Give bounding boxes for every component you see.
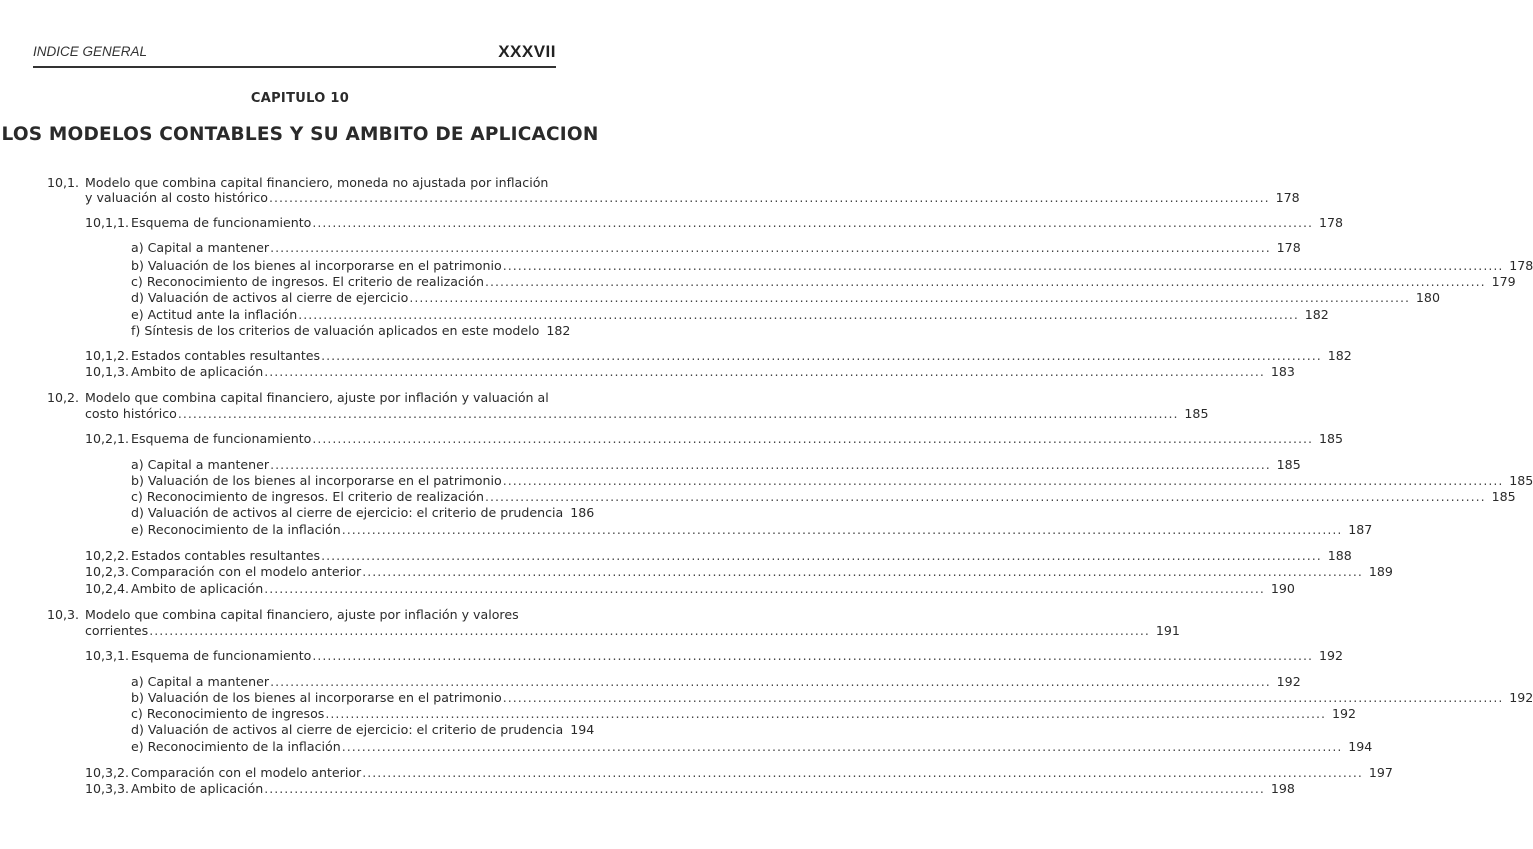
entry-number: 10,3,1. <box>85 648 130 663</box>
chapter-title: LOS MODELOS CONTABLES Y SU AMBITO DE APLICACION <box>1 124 599 145</box>
dot-leader: ........................................................................................................................................................................................................ <box>325 706 1326 721</box>
entry-text: Comparación con el modelo anterior <box>131 765 362 780</box>
dot-leader: ........................................................................................................................................................................................................ <box>362 765 1363 780</box>
dot-leader: ........................................................................................................................................................................................................ <box>409 290 1410 305</box>
entry-number: 10,2. <box>47 390 80 405</box>
entry-text: b) Valuación de los bienes al incorporarse en el patrimonio <box>131 258 502 273</box>
header-rule <box>33 66 556 68</box>
entry-page-number: 182 <box>1327 348 1352 363</box>
dot-leader: ........................................................................................................................................................................................................ <box>298 307 1299 322</box>
entry-text: Estados contables resultantes <box>131 548 321 563</box>
toc-entry <box>131 505 595 521</box>
entry-page-number: 197 <box>1368 765 1393 780</box>
dot-leader: ........................................................................................................................................................................................................ <box>321 548 1322 563</box>
entry-text: Esquema de funcionamiento <box>131 648 312 663</box>
entry-page-number: 178 <box>1276 240 1301 255</box>
toc-entry <box>47 175 556 191</box>
entry-number: 10,1,1. <box>85 215 130 230</box>
entry-page-number: 185 <box>1491 489 1516 504</box>
dot-leader: ........................................................................................................................................................................................................ <box>502 258 1504 273</box>
toc-entry <box>131 307 1329 323</box>
entry-page-number: 185 <box>1509 473 1533 488</box>
toc-entry <box>85 564 1393 580</box>
entry-page-number: 182 <box>546 323 571 338</box>
dot-leader: ........................................................................................................................................................................................................ <box>270 457 1271 472</box>
entry-page-number: 185 <box>1276 457 1301 472</box>
entry-page-number: 188 <box>1327 548 1352 563</box>
toc-entry <box>131 473 1533 489</box>
entry-text: Estados contables resultantes <box>131 348 321 363</box>
entry-number: 10,2,3. <box>85 564 130 579</box>
toc-entry-continuation <box>85 623 1180 639</box>
entry-page-number: 178 <box>1318 215 1343 230</box>
entry-text: d) Valuación de activos al cierre de ejercicio: el criterio de prudencia <box>131 722 564 737</box>
dot-leader: ........................................................................................................................................................................................................ <box>270 240 1271 255</box>
toc-entry <box>85 581 1295 597</box>
entry-page-number: 194 <box>1348 739 1373 754</box>
toc-entry <box>131 457 1301 473</box>
dot-leader: ........................................................................................................................................................................................................ <box>264 581 1265 596</box>
entry-page-number: 192 <box>1509 690 1533 705</box>
entry-number: 10,3. <box>47 607 80 622</box>
entry-number: 10,1,3. <box>85 364 130 379</box>
dot-leader: ........................................................................................................................................................................................................ <box>264 781 1265 796</box>
page-number: XXXVII <box>498 42 556 61</box>
entry-text: Comparación con el modelo anterior <box>131 564 362 579</box>
section-title: INDICE GENERAL <box>33 44 148 59</box>
toc-entry <box>131 739 1373 755</box>
toc-entry <box>85 648 1343 664</box>
entry-text: Modelo que combina capital financiero, moneda no ajustada por inflación <box>85 175 549 190</box>
entry-page-number: 198 <box>1270 781 1295 796</box>
entry-text: a) Capital a mantener <box>131 457 270 472</box>
entry-number: 10,3,2. <box>85 765 130 780</box>
dot-leader: ........................................................................................................................................................................................................ <box>502 473 1504 488</box>
dot-leader: ........................................................................................................................................................................................................ <box>485 489 1486 504</box>
toc-entry <box>85 781 1295 797</box>
dot-leader: ........................................................................................................................................................................................................ <box>485 274 1486 289</box>
entry-text: d) Valuación de activos al cierre de ejercicio: el criterio de prudencia <box>131 505 564 520</box>
entry-page-number: 185 <box>1184 406 1209 421</box>
entry-text: c) Reconocimiento de ingresos <box>131 706 325 721</box>
entry-text: Esquema de funcionamiento <box>131 431 312 446</box>
dot-leader: ........................................................................................................................................................................................................ <box>502 690 1504 705</box>
entry-text: c) Reconocimiento de ingresos. El criterio de realización <box>131 489 485 504</box>
toc-entry <box>131 323 571 339</box>
dot-leader: ........................................................................................................................................................................................................ <box>341 522 1343 537</box>
toc-entry <box>47 390 556 406</box>
entry-text: Modelo que combina capital financiero, ajuste por inflación y valuación al <box>85 390 549 405</box>
entry-text-continued: corrientes <box>85 623 149 638</box>
toc-entry <box>47 607 556 623</box>
dot-leader: ........................................................................................................................................................................................................ <box>270 674 1271 689</box>
entry-page-number: 186 <box>570 505 595 520</box>
entry-page-number: 178 <box>1275 190 1300 205</box>
entry-page-number: 182 <box>1304 307 1329 322</box>
toc-entry <box>85 348 1352 364</box>
entry-text-continued: costo histórico <box>85 406 177 421</box>
entry-text: Ambito de aplicación <box>131 364 264 379</box>
entry-page-number: 179 <box>1491 274 1516 289</box>
entry-page-number: 194 <box>570 722 595 737</box>
entry-page-number: 192 <box>1276 674 1301 689</box>
entry-page-number: 189 <box>1368 564 1393 579</box>
toc-entry-continuation <box>85 190 1300 206</box>
toc-entry <box>85 548 1352 564</box>
entry-text: b) Valuación de los bienes al incorporarse en el patrimonio <box>131 690 502 705</box>
dot-leader: ........................................................................................................................................................................................................ <box>321 348 1322 363</box>
entry-text: d) Valuación de activos al cierre de ejercicio <box>131 290 409 305</box>
toc-entry <box>85 364 1295 380</box>
entry-text: e) Reconocimiento de la inflación <box>131 522 341 537</box>
entry-number: 10,2,4. <box>85 581 130 596</box>
entry-number: 10,2,1. <box>85 431 130 446</box>
dot-leader: ........................................................................................................................................................................................................ <box>312 215 1313 230</box>
toc-entry <box>85 765 1393 781</box>
entry-number: 10,1. <box>47 175 80 190</box>
entry-page-number: 191 <box>1155 623 1180 638</box>
entry-text: a) Capital a mantener <box>131 674 270 689</box>
entry-number: 10,3,3. <box>85 781 130 796</box>
entry-page-number: 192 <box>1318 648 1343 663</box>
entry-text: e) Reconocimiento de la inflación <box>131 739 341 754</box>
toc-entry <box>85 215 1343 231</box>
entry-page-number: 180 <box>1415 290 1440 305</box>
dot-leader: ........................................................................................................................................................................................................ <box>362 564 1363 579</box>
toc-entry <box>131 722 595 738</box>
entry-text: b) Valuación de los bienes al incorporarse en el patrimonio <box>131 473 502 488</box>
toc-entry <box>131 290 1440 306</box>
entry-text: a) Capital a mantener <box>131 240 270 255</box>
toc-entry <box>131 240 1301 256</box>
dot-leader: ........................................................................................................................................................................................................ <box>269 190 1270 205</box>
entry-page-number: 192 <box>1331 706 1356 721</box>
entry-page-number: 183 <box>1270 364 1295 379</box>
chapter-label: CAPITULO 10 <box>250 91 350 106</box>
toc-entry <box>85 431 1343 447</box>
entry-number: 10,1,2. <box>85 348 130 363</box>
dot-leader: ........................................................................................................................................................................................................ <box>264 364 1265 379</box>
entry-text: f) Síntesis de los criterios de valuación aplicados en este modelo <box>131 323 540 338</box>
dot-leader: ........................................................................................................................................................................................................ <box>341 739 1343 754</box>
entry-text: Ambito de aplicación <box>131 581 264 596</box>
toc-entry <box>131 274 1516 290</box>
entry-text: Esquema de funcionamiento <box>131 215 312 230</box>
toc-entry <box>131 674 1301 690</box>
entry-text: c) Reconocimiento de ingresos. El criterio de realización <box>131 274 485 289</box>
dot-leader: ........................................................................................................................................................................................................ <box>177 406 1179 421</box>
entry-page-number: 178 <box>1509 258 1533 273</box>
toc-entry <box>131 258 1533 274</box>
toc-entry <box>131 690 1533 706</box>
entry-text: Ambito de aplicación <box>131 781 264 796</box>
toc-entry <box>131 522 1373 538</box>
toc-entry <box>131 489 1516 505</box>
toc-entry <box>131 706 1356 722</box>
entry-page-number: 190 <box>1270 581 1295 596</box>
entry-page-number: 187 <box>1348 522 1373 537</box>
entry-page-number: 185 <box>1318 431 1343 446</box>
dot-leader: ........................................................................................................................................................................................................ <box>312 648 1313 663</box>
entry-text: e) Actitud ante la inflación <box>131 307 298 322</box>
dot-leader: ........................................................................................................................................................................................................ <box>312 431 1313 446</box>
entry-number: 10,2,2. <box>85 548 130 563</box>
dot-leader: ........................................................................................................................................................................................................ <box>149 623 1150 638</box>
entry-text: Modelo que combina capital financiero, ajuste por inflación y valores <box>85 607 519 622</box>
entry-text-continued: y valuación al costo histórico <box>85 190 268 205</box>
toc-entry-continuation <box>85 406 1209 422</box>
